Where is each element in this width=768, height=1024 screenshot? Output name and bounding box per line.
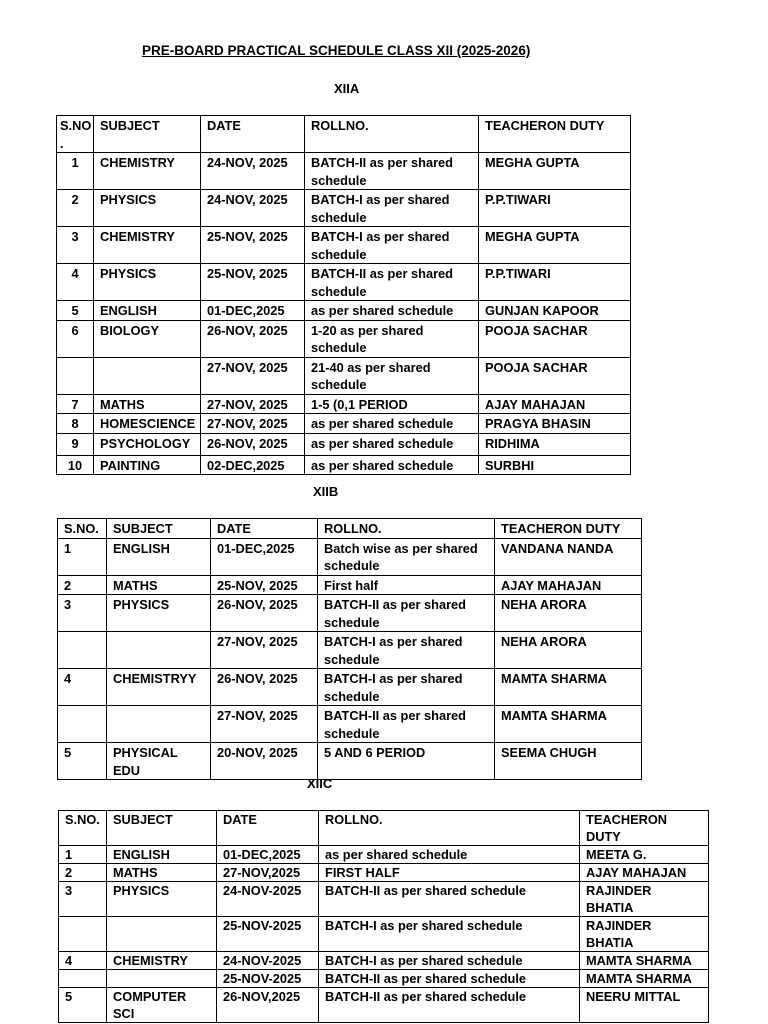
date-cell: 27-NOV, 2025 xyxy=(201,357,305,394)
rollno-cell: First half xyxy=(318,575,495,595)
teacher-cell: NEHA ARORA xyxy=(495,595,642,632)
date-cell: 26-NOV, 2025 xyxy=(211,669,318,706)
date-cell: 24-NOV, 2025 xyxy=(201,190,305,227)
schedule-table-xiia xyxy=(56,115,631,475)
column-header: ROLLNO. xyxy=(305,116,479,153)
date-cell: 26-NOV,2025 xyxy=(217,988,319,1023)
date-cell: 01-DEC,2025 xyxy=(217,846,319,864)
subject-cell: ENGLISH xyxy=(94,301,201,321)
teacher-cell: SURBHI xyxy=(479,455,631,475)
teacher-cell: POOJA SACHAR xyxy=(479,320,631,357)
subject-cell: PHYSICAL EDU xyxy=(107,743,211,780)
subject-cell xyxy=(107,632,211,669)
sno-cell: 5 xyxy=(57,301,94,321)
teacher-cell: SEEMA CHUGH xyxy=(495,743,642,780)
table-row xyxy=(57,433,631,455)
teacher-cell: P.P.TIWARI xyxy=(479,264,631,301)
subject-cell: COMPUTER SCI xyxy=(107,988,217,1023)
rollno-cell: BATCH-II as per shared schedule xyxy=(319,970,580,988)
sno-cell: 9 xyxy=(57,433,94,455)
table-row xyxy=(59,988,709,1023)
rollno-cell: 1-20 as per shared schedule xyxy=(305,320,479,357)
rollno-cell: as per shared schedule xyxy=(305,414,479,434)
rollno-cell: as per shared schedule xyxy=(305,433,479,455)
table-row xyxy=(57,455,631,475)
teacher-cell: RAJINDER BHATIA xyxy=(580,882,709,917)
table-row xyxy=(57,190,631,227)
rollno-cell: FIRST HALF xyxy=(319,864,580,882)
subject-cell: MATHS xyxy=(107,864,217,882)
rollno-cell: BATCH-I as per shared schedule xyxy=(318,669,495,706)
subject-cell: ENGLISH xyxy=(107,538,211,575)
date-cell: 20-NOV, 2025 xyxy=(211,743,318,780)
date-cell: 01-DEC,2025 xyxy=(201,301,305,321)
rollno-cell: Batch wise as per shared schedule xyxy=(318,538,495,575)
sno-cell xyxy=(58,632,107,669)
date-cell: 25-NOV, 2025 xyxy=(211,575,318,595)
sno-cell: 3 xyxy=(57,227,94,264)
table-row xyxy=(59,846,709,864)
rollno-cell: BATCH-II as per shared schedule xyxy=(305,153,479,190)
table-row xyxy=(58,743,642,780)
rollno-cell: BATCH-I as per shared schedule xyxy=(305,227,479,264)
sno-cell xyxy=(57,357,94,394)
table-row xyxy=(58,669,642,706)
sno-cell: 1 xyxy=(58,538,107,575)
date-cell: 26-NOV, 2025 xyxy=(201,433,305,455)
sno-cell: 10 xyxy=(57,455,94,475)
subject-cell xyxy=(107,917,217,952)
teacher-cell: MAMTA SHARMA xyxy=(495,669,642,706)
table-header-row xyxy=(59,811,709,846)
date-cell: 25-NOV-2025 xyxy=(217,970,319,988)
teacher-cell: MEGHA GUPTA xyxy=(479,153,631,190)
teacher-cell: MEETA G. xyxy=(580,846,709,864)
rollno-cell: as per shared schedule xyxy=(305,301,479,321)
section-label-xiic: XIIC xyxy=(307,776,333,791)
sno-cell: 3 xyxy=(59,882,107,917)
teacher-cell: AJAY MAHAJAN xyxy=(495,575,642,595)
teacher-cell: NEHA ARORA xyxy=(495,632,642,669)
subject-cell xyxy=(107,970,217,988)
rollno-cell: BATCH-I as per shared schedule xyxy=(319,917,580,952)
table-row xyxy=(57,227,631,264)
subject-cell: PHYSICS xyxy=(94,190,201,227)
rollno-cell: BATCH-II as per shared schedule xyxy=(318,595,495,632)
date-cell: 24-NOV, 2025 xyxy=(201,153,305,190)
column-header: SUBJECT xyxy=(107,811,217,846)
sno-cell: 1 xyxy=(59,846,107,864)
schedule-table-xiib xyxy=(57,518,642,780)
subject-cell: CHEMISTRY xyxy=(107,952,217,970)
subject-cell: HOMESCIENCE xyxy=(94,414,201,434)
table-row xyxy=(57,320,631,357)
rollno-cell: 21-40 as per shared schedule xyxy=(305,357,479,394)
teacher-cell: GUNJAN KAPOOR xyxy=(479,301,631,321)
rollno-cell: 1-5 (0,1 PERIOD xyxy=(305,394,479,414)
teacher-cell: AJAY MAHAJAN xyxy=(580,864,709,882)
subject-cell xyxy=(107,706,211,743)
rollno-cell: BATCH-II as per shared schedule xyxy=(305,264,479,301)
teacher-cell: NEERU MITTAL xyxy=(580,988,709,1023)
date-cell: 24-NOV-2025 xyxy=(217,952,319,970)
rollno-cell: BATCH-I as per shared schedule xyxy=(305,190,479,227)
rollno-cell: as per shared schedule xyxy=(305,455,479,475)
teacher-cell: P.P.TIWARI xyxy=(479,190,631,227)
sno-cell: 5 xyxy=(58,743,107,780)
sno-cell: 4 xyxy=(59,952,107,970)
table-row xyxy=(59,864,709,882)
table-row xyxy=(58,538,642,575)
sno-cell: 4 xyxy=(58,669,107,706)
column-header: S.NO. xyxy=(59,811,107,846)
sno-cell: 5 xyxy=(59,988,107,1023)
rollno-cell: BATCH-II as per shared schedule xyxy=(319,882,580,917)
table-row xyxy=(57,264,631,301)
teacher-cell: POOJA SACHAR xyxy=(479,357,631,394)
column-header: ROLLNO. xyxy=(319,811,580,846)
teacher-cell: MEGHA GUPTA xyxy=(479,227,631,264)
teacher-cell: MAMTA SHARMA xyxy=(580,952,709,970)
subject-cell: ENGLISH xyxy=(107,846,217,864)
rollno-cell: 5 AND 6 PERIOD xyxy=(318,743,495,780)
table-row xyxy=(58,632,642,669)
rollno-cell: BATCH-II as per shared schedule xyxy=(318,706,495,743)
table-row xyxy=(58,575,642,595)
teacher-cell: AJAY MAHAJAN xyxy=(479,394,631,414)
rollno-cell: BATCH-I as per shared schedule xyxy=(319,952,580,970)
sno-cell: 7 xyxy=(57,394,94,414)
rollno-cell: BATCH-II as per shared schedule xyxy=(319,988,580,1023)
sno-cell xyxy=(59,917,107,952)
column-header: TEACHERON DUTY xyxy=(580,811,709,846)
table-row xyxy=(57,414,631,434)
subject-cell: PHYSICS xyxy=(107,595,211,632)
sno-cell: 2 xyxy=(58,575,107,595)
sno-cell xyxy=(58,706,107,743)
date-cell: 25-NOV, 2025 xyxy=(201,227,305,264)
table-row xyxy=(58,595,642,632)
rollno-cell: BATCH-I as per shared schedule xyxy=(318,632,495,669)
sno-cell: 4 xyxy=(57,264,94,301)
table-header-row xyxy=(58,519,642,539)
column-header: DATE xyxy=(217,811,319,846)
column-header: TEACHERON DUTY xyxy=(495,519,642,539)
subject-cell: PHYSICS xyxy=(107,882,217,917)
table-row xyxy=(59,917,709,952)
teacher-cell: MAMTA SHARMA xyxy=(580,970,709,988)
table-row xyxy=(57,357,631,394)
subject-cell: BIOLOGY xyxy=(94,320,201,357)
sno-cell: 3 xyxy=(58,595,107,632)
date-cell: 25-NOV, 2025 xyxy=(201,264,305,301)
subject-cell: PAINTING xyxy=(94,455,201,475)
teacher-cell: RIDHIMA xyxy=(479,433,631,455)
date-cell: 27-NOV, 2025 xyxy=(201,394,305,414)
section-label-xiia: XIIA xyxy=(334,81,360,96)
column-header: DATE xyxy=(211,519,318,539)
teacher-cell: MAMTA SHARMA xyxy=(495,706,642,743)
table-row xyxy=(57,394,631,414)
table-row xyxy=(59,970,709,988)
date-cell: 25-NOV-2025 xyxy=(217,917,319,952)
column-header: ROLLNO. xyxy=(318,519,495,539)
sno-cell: 8 xyxy=(57,414,94,434)
subject-cell: MATHS xyxy=(107,575,211,595)
column-header: SUBJECT xyxy=(107,519,211,539)
column-header: TEACHERON DUTY xyxy=(479,116,631,153)
subject-cell: CHEMISTRY xyxy=(94,227,201,264)
date-cell: 02-DEC,2025 xyxy=(201,455,305,475)
subject-cell: CHEMISTRYY xyxy=(107,669,211,706)
table-row xyxy=(57,153,631,190)
sno-cell: 1 xyxy=(57,153,94,190)
teacher-cell: PRAGYA BHASIN xyxy=(479,414,631,434)
date-cell: 27-NOV, 2025 xyxy=(211,706,318,743)
table-header-row xyxy=(57,116,631,153)
sno-cell: 2 xyxy=(57,190,94,227)
column-header: S.NO . xyxy=(57,116,94,153)
rollno-cell: as per shared schedule xyxy=(319,846,580,864)
schedule-table-xiic xyxy=(58,810,709,1023)
subject-cell: CHEMISTRY xyxy=(94,153,201,190)
date-cell: 27-NOV, 2025 xyxy=(211,632,318,669)
teacher-cell: RAJINDER BHATIA xyxy=(580,917,709,952)
column-header: DATE xyxy=(201,116,305,153)
subject-cell: PHYSICS xyxy=(94,264,201,301)
subject-cell xyxy=(94,357,201,394)
sno-cell: 2 xyxy=(59,864,107,882)
teacher-cell: VANDANA NANDA xyxy=(495,538,642,575)
document-title: PRE-BOARD PRACTICAL SCHEDULE CLASS XII (2025-2026) xyxy=(142,43,531,58)
column-header: S.NO. xyxy=(58,519,107,539)
section-label-xiib: XIIB xyxy=(313,484,339,499)
table-row xyxy=(59,952,709,970)
column-header: SUBJECT xyxy=(94,116,201,153)
table-row xyxy=(57,301,631,321)
date-cell: 26-NOV, 2025 xyxy=(211,595,318,632)
date-cell: 27-NOV,2025 xyxy=(217,864,319,882)
subject-cell: PSYCHOLOGY xyxy=(94,433,201,455)
date-cell: 27-NOV, 2025 xyxy=(201,414,305,434)
date-cell: 26-NOV, 2025 xyxy=(201,320,305,357)
date-cell: 01-DEC,2025 xyxy=(211,538,318,575)
subject-cell: MATHS xyxy=(94,394,201,414)
sno-cell xyxy=(59,970,107,988)
table-row xyxy=(58,706,642,743)
table-row xyxy=(59,882,709,917)
sno-cell: 6 xyxy=(57,320,94,357)
date-cell: 24-NOV-2025 xyxy=(217,882,319,917)
